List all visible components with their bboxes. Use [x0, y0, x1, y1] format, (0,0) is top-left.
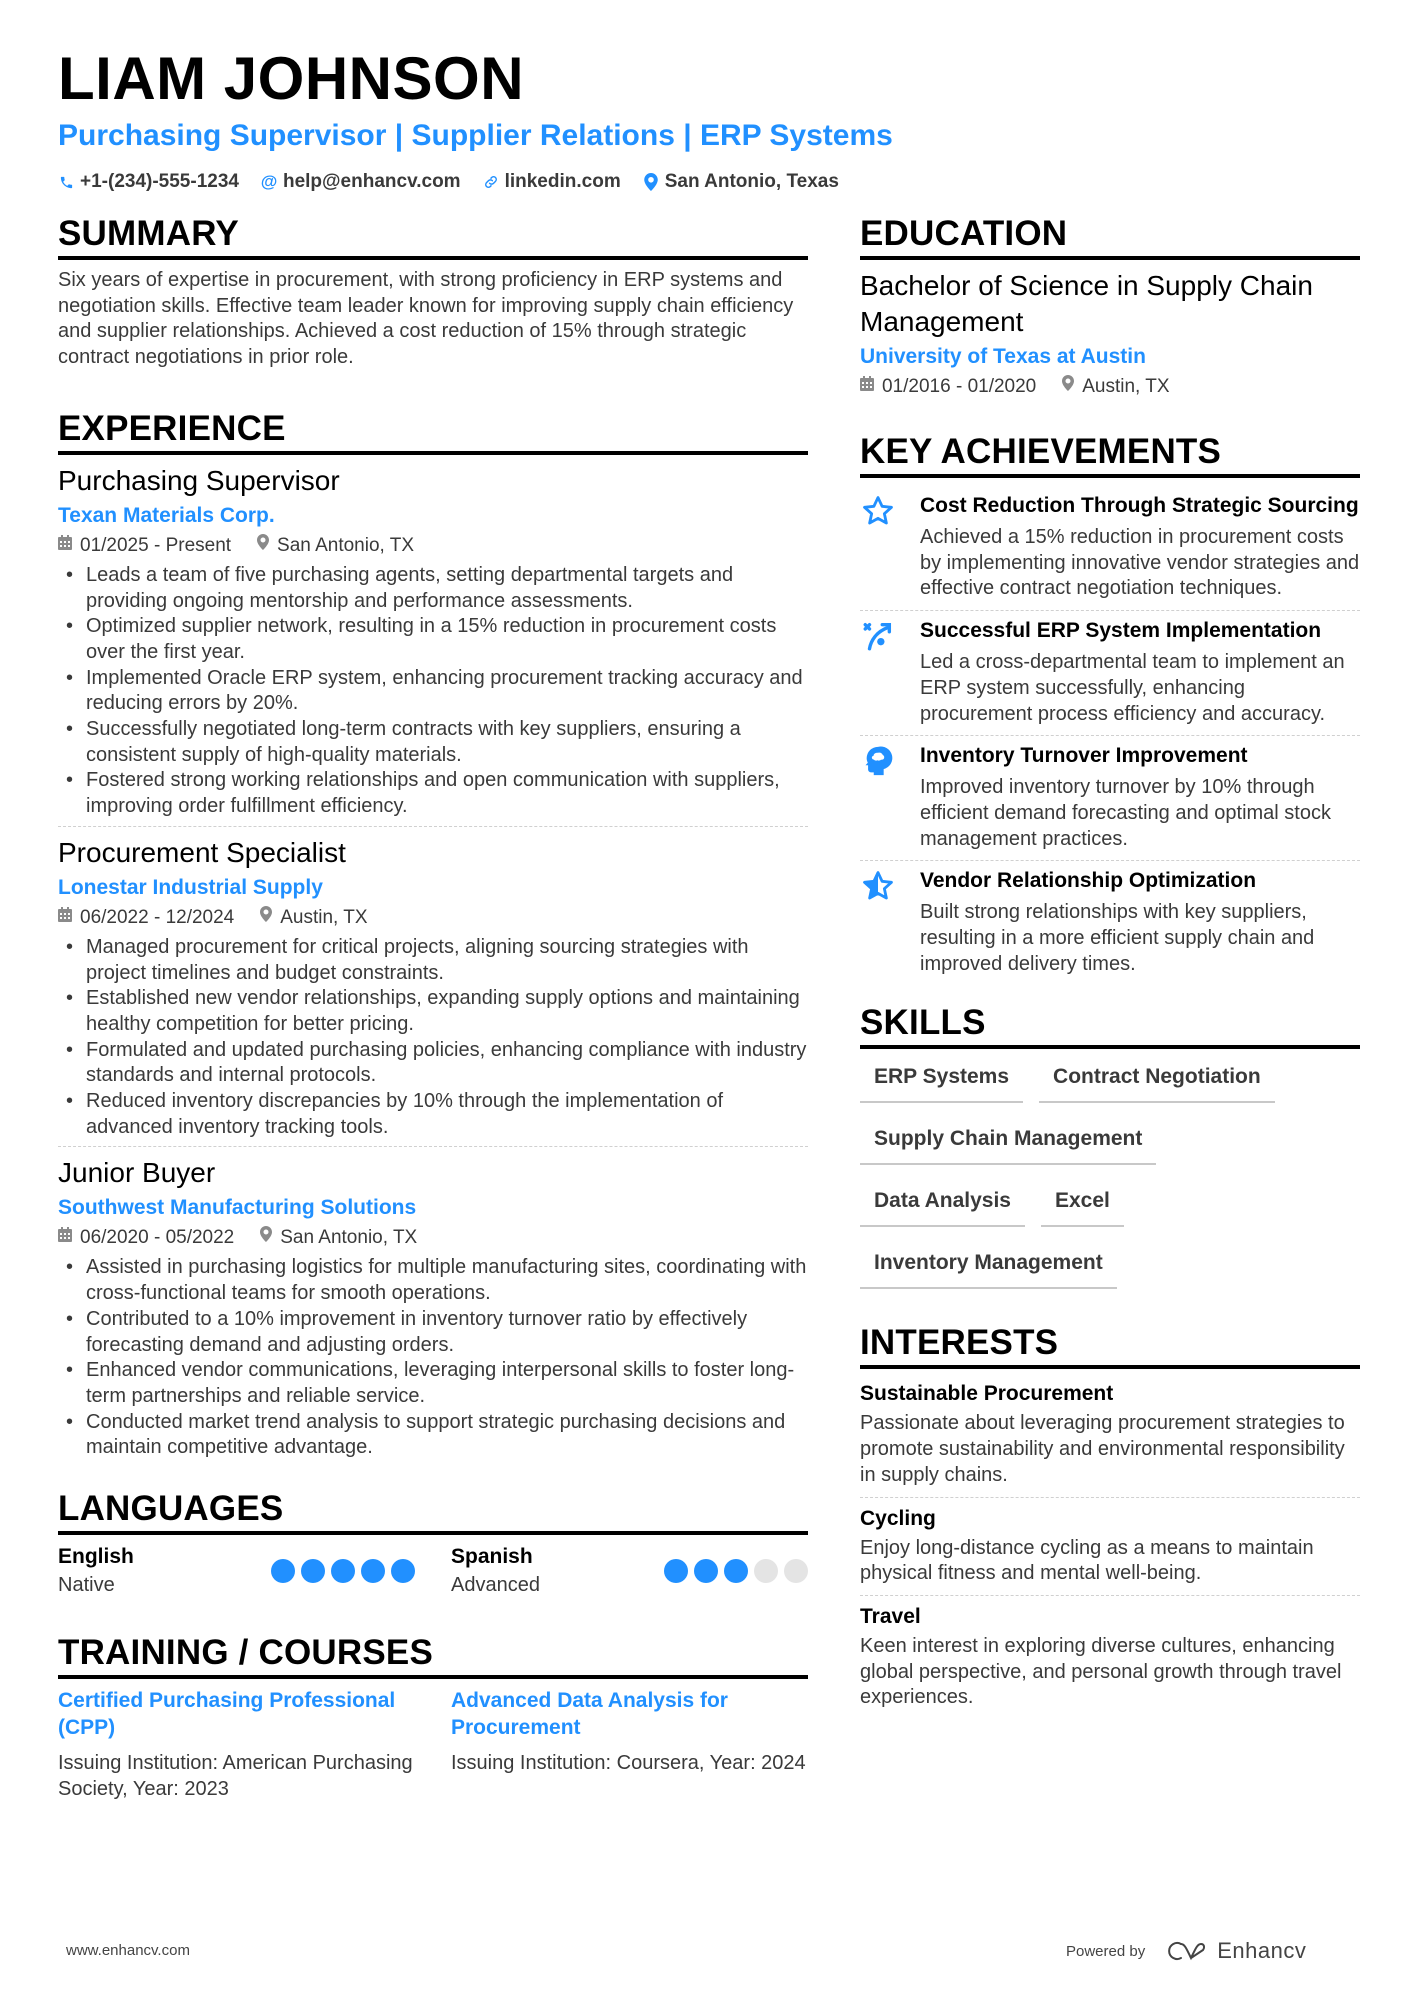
skill-chip: Excel [1041, 1181, 1124, 1227]
skill-chip: Supply Chain Management [860, 1119, 1156, 1165]
section-title-skills: SKILLS [860, 1003, 1360, 1049]
job-entry [58, 835, 808, 1148]
rating-dot-filled [391, 1559, 415, 1583]
course-title: Certified Purchasing Professional (CPP) [58, 1689, 396, 1740]
interest-item [860, 1377, 1360, 1497]
achievement-item [860, 486, 1360, 611]
education-meta [860, 372, 1360, 402]
language-rating [664, 1559, 808, 1583]
job-entry [58, 463, 808, 827]
interest-item [860, 1502, 1360, 1596]
job-location: San Antonio, TX [280, 1227, 418, 1249]
rating-dot-filled [664, 1559, 688, 1583]
course-title: Advanced Data Analysis for Procurement [451, 1689, 728, 1740]
job-bullet: • Contributed to a 10% improvement in inventory turnover ratio by effectively forecasting demand and adjusting orders. [58, 1307, 808, 1358]
job-dates: 01/2025 - Present [80, 534, 232, 556]
experience-section [58, 409, 808, 1467]
training-section [58, 1633, 808, 1802]
job-meta [58, 1223, 808, 1253]
rating-dot-filled [694, 1559, 718, 1583]
interest-title: Cycling [860, 1506, 936, 1530]
contact-location [643, 168, 839, 196]
achievement-desc: Led a cross-departmental team to implement an ERP system successfully, enhancing procurement process efficiency and accuracy. [920, 651, 1345, 725]
head-brain-icon [860, 742, 896, 778]
job-bullets [58, 935, 808, 1141]
brand-name: Enhancv [1217, 1938, 1307, 1963]
section-title-experience: EXPERIENCE [58, 409, 808, 455]
job-bullet: • Implemented Oracle ERP system, enhancing procurement tracking accuracy and reducing errors by 20%. [58, 666, 808, 717]
link-icon [483, 174, 499, 190]
language-name: Spanish [451, 1545, 533, 1569]
job-bullet: • Established new vendor relationships, expanding supply options and maintaining healthy competition for better pricing. [58, 986, 808, 1037]
section-title-training: TRAINING / COURSES [58, 1633, 808, 1679]
language-item [451, 1543, 808, 1599]
star-half-icon [860, 867, 896, 903]
candidate-name: LIAM JOHNSON [58, 45, 525, 112]
skill-chip: Contract Negotiation [1039, 1057, 1275, 1103]
enhancv-logo-icon [1165, 1939, 1209, 1963]
job-dates: 06/2022 - 12/2024 [80, 906, 235, 928]
job-bullet: • Reduced inventory discrepancies by 10% through the implementation of advanced inventory tracking tools. [58, 1089, 808, 1140]
summary-text: Six years of expertise in procurement, with strong proficiency in ERP systems and negotiation skills. Effective team leader known for improving supply chain efficiency and supplier relationships. Achieved a cost reduction of 15% through strategic contract negotiations in prior role. [58, 269, 794, 369]
location-icon [260, 903, 272, 933]
job-company: Lonestar Industrial Supply [58, 875, 323, 899]
job-bullets [58, 563, 808, 820]
rating-dot-empty [784, 1559, 808, 1583]
skill-chip: Data Analysis [860, 1181, 1025, 1227]
education-degree: Bachelor of Science in Supply Chain Management [860, 270, 1313, 337]
powered-by-label: Powered by [1066, 1942, 1146, 1960]
brand-logo[interactable] [1165, 1938, 1306, 1964]
interest-title: Sustainable Procurement [860, 1382, 1114, 1406]
section-title-education: EDUCATION [860, 214, 1360, 260]
rating-dot-filled [331, 1559, 355, 1583]
job-bullet: • Leads a team of five purchasing agents, setting departmental targets and providing ongoing mentorship and performance assessments. [58, 563, 808, 614]
footer-website[interactable]: www.enhancv.com [66, 1942, 190, 1959]
contact-location-text: San Antonio, Texas [664, 171, 839, 192]
rating-dot-filled [361, 1559, 385, 1583]
left-column [58, 214, 808, 1803]
job-company: Southwest Manufacturing Solutions [58, 1196, 417, 1220]
job-company: Texan Materials Corp. [58, 503, 275, 527]
job-title: Procurement Specialist [58, 836, 346, 868]
at-icon: @ [260, 172, 278, 191]
headline: Purchasing Supervisor | Supplier Relations | ERP Systems [58, 119, 893, 152]
interest-desc: Passionate about leveraging procurement strategies to promote sustainability and environmental responsibility in supply chains. [860, 1412, 1345, 1486]
language-item [58, 1543, 415, 1599]
job-location: Austin, TX [280, 906, 368, 928]
skills-section [860, 1003, 1360, 1289]
skills-list [860, 1057, 1360, 1289]
education-location: Austin, TX [1082, 376, 1170, 397]
job-bullet: • Optimized supplier network, resulting in a 15% reduction in procurement costs over the first year. [58, 614, 808, 665]
job-entry [58, 1155, 808, 1467]
job-bullet: • Managed procurement for critical projects, aligning sourcing strategies with project timelines and budget constraints. [58, 935, 808, 986]
contact-bar [58, 168, 839, 196]
skill-chip: Inventory Management [860, 1243, 1117, 1289]
language-level: Native [58, 1574, 115, 1597]
interest-title: Travel [860, 1604, 921, 1628]
job-bullet: • Fostered strong working relationships and open communication with suppliers, improving order fulfillment efficiency. [58, 768, 808, 819]
achievement-title: Cost Reduction Through Strategic Sourcing [920, 494, 1359, 517]
job-meta [58, 531, 808, 561]
achievement-item [860, 736, 1360, 861]
section-title-summary: SUMMARY [58, 214, 808, 260]
section-title-achievements: KEY ACHIEVEMENTS [860, 432, 1360, 478]
education-section [860, 214, 1360, 402]
job-bullet: • Assisted in purchasing logistics for multiple manufacturing sites, coordinating with cross-functional teams for smooth operations. [58, 1255, 808, 1306]
footer-powered [1066, 1938, 1306, 1964]
achievement-desc: Built strong relationships with key suppliers, resulting in a more efficient supply chain and improved delivery times. [920, 901, 1315, 975]
language-level: Advanced [451, 1574, 540, 1597]
rating-dot-empty [754, 1559, 778, 1583]
course-desc: Issuing Institution: American Purchasing Society, Year: 2023 [58, 1752, 413, 1800]
location-icon [1062, 372, 1074, 402]
skill-chip: ERP Systems [860, 1057, 1023, 1103]
achievement-desc: Achieved a 15% reduction in procurement costs by implementing innovative vendor strategies and effective contract negotiation techniques. [920, 526, 1360, 600]
calendar-icon [58, 1223, 72, 1253]
rating-dot-filled [301, 1559, 325, 1583]
languages-section [58, 1489, 808, 1599]
rating-dot-filled [724, 1559, 748, 1583]
summary-section [58, 214, 808, 371]
job-dates: 06/2020 - 05/2022 [80, 1227, 235, 1249]
course-item [58, 1687, 415, 1802]
achievement-item [860, 861, 1360, 985]
achievements-section [860, 432, 1360, 985]
contact-phone-text: +1-(234)-555-1234 [80, 171, 239, 192]
education-school: University of Texas at Austin [860, 345, 1146, 368]
contact-linkedin-text: linkedin.com [504, 171, 621, 192]
course-item [451, 1687, 808, 1802]
job-bullet: • Enhanced vendor communications, leveraging interpersonal skills to foster long-term partnerships and reliable service. [58, 1358, 808, 1409]
contact-linkedin[interactable] [483, 168, 621, 196]
job-meta [58, 903, 808, 933]
calendar-icon [58, 903, 72, 933]
location-icon [257, 531, 269, 561]
achievement-title: Vendor Relationship Optimization [920, 869, 1257, 893]
contact-email-text: help@enhancv.com [282, 171, 461, 192]
interest-desc: Keen interest in exploring diverse cultures, enhancing global perspective, and personal growth through travel experiences. [860, 1634, 1342, 1709]
calendar-icon [860, 372, 874, 402]
rating-dot-filled [271, 1559, 295, 1583]
job-bullet: • Formulated and updated purchasing policies, enhancing compliance with industry standards and internal protocols. [58, 1038, 808, 1089]
achievement-item [860, 611, 1360, 736]
star-outline-icon [860, 492, 896, 528]
section-title-languages: LANGUAGES [58, 1489, 808, 1535]
interests-section [860, 1323, 1360, 1719]
location-icon [643, 173, 659, 191]
job-bullet: • Successfully negotiated long-term contracts with key suppliers, ensuring a consistent supply of high-quality materials. [58, 717, 808, 768]
achievement-desc: Improved inventory turnover by 10% through efficient demand forecasting and optimal stock management practices. [920, 776, 1331, 850]
location-icon [260, 1223, 272, 1253]
job-title: Junior Buyer [58, 1157, 216, 1189]
section-title-interests: INTERESTS [860, 1323, 1360, 1369]
phone-icon [58, 175, 74, 190]
education-dates: 01/2016 - 01/2020 [882, 376, 1037, 397]
job-bullets [58, 1255, 808, 1461]
strategy-icon [860, 617, 896, 653]
achievement-title: Successful ERP System Implementation [920, 619, 1322, 643]
calendar-icon [58, 531, 72, 561]
contact-phone[interactable] [58, 168, 239, 196]
right-column [860, 214, 1360, 1723]
job-location: San Antonio, TX [277, 534, 415, 556]
interest-desc: Enjoy long-distance cycling as a means to maintain physical fitness and mental well-being. [860, 1536, 1314, 1585]
achievement-title: Inventory Turnover Improvement [920, 744, 1248, 768]
language-name: English [58, 1545, 134, 1569]
language-rating [271, 1559, 415, 1583]
job-title: Purchasing Supervisor [58, 464, 340, 496]
interest-item [860, 1600, 1360, 1719]
contact-email[interactable] [261, 168, 461, 196]
job-bullet: • Conducted market trend analysis to support strategic purchasing decisions and maintain competitive advantage. [58, 1410, 808, 1461]
course-desc: Issuing Institution: Coursera, Year: 2024 [451, 1752, 806, 1775]
